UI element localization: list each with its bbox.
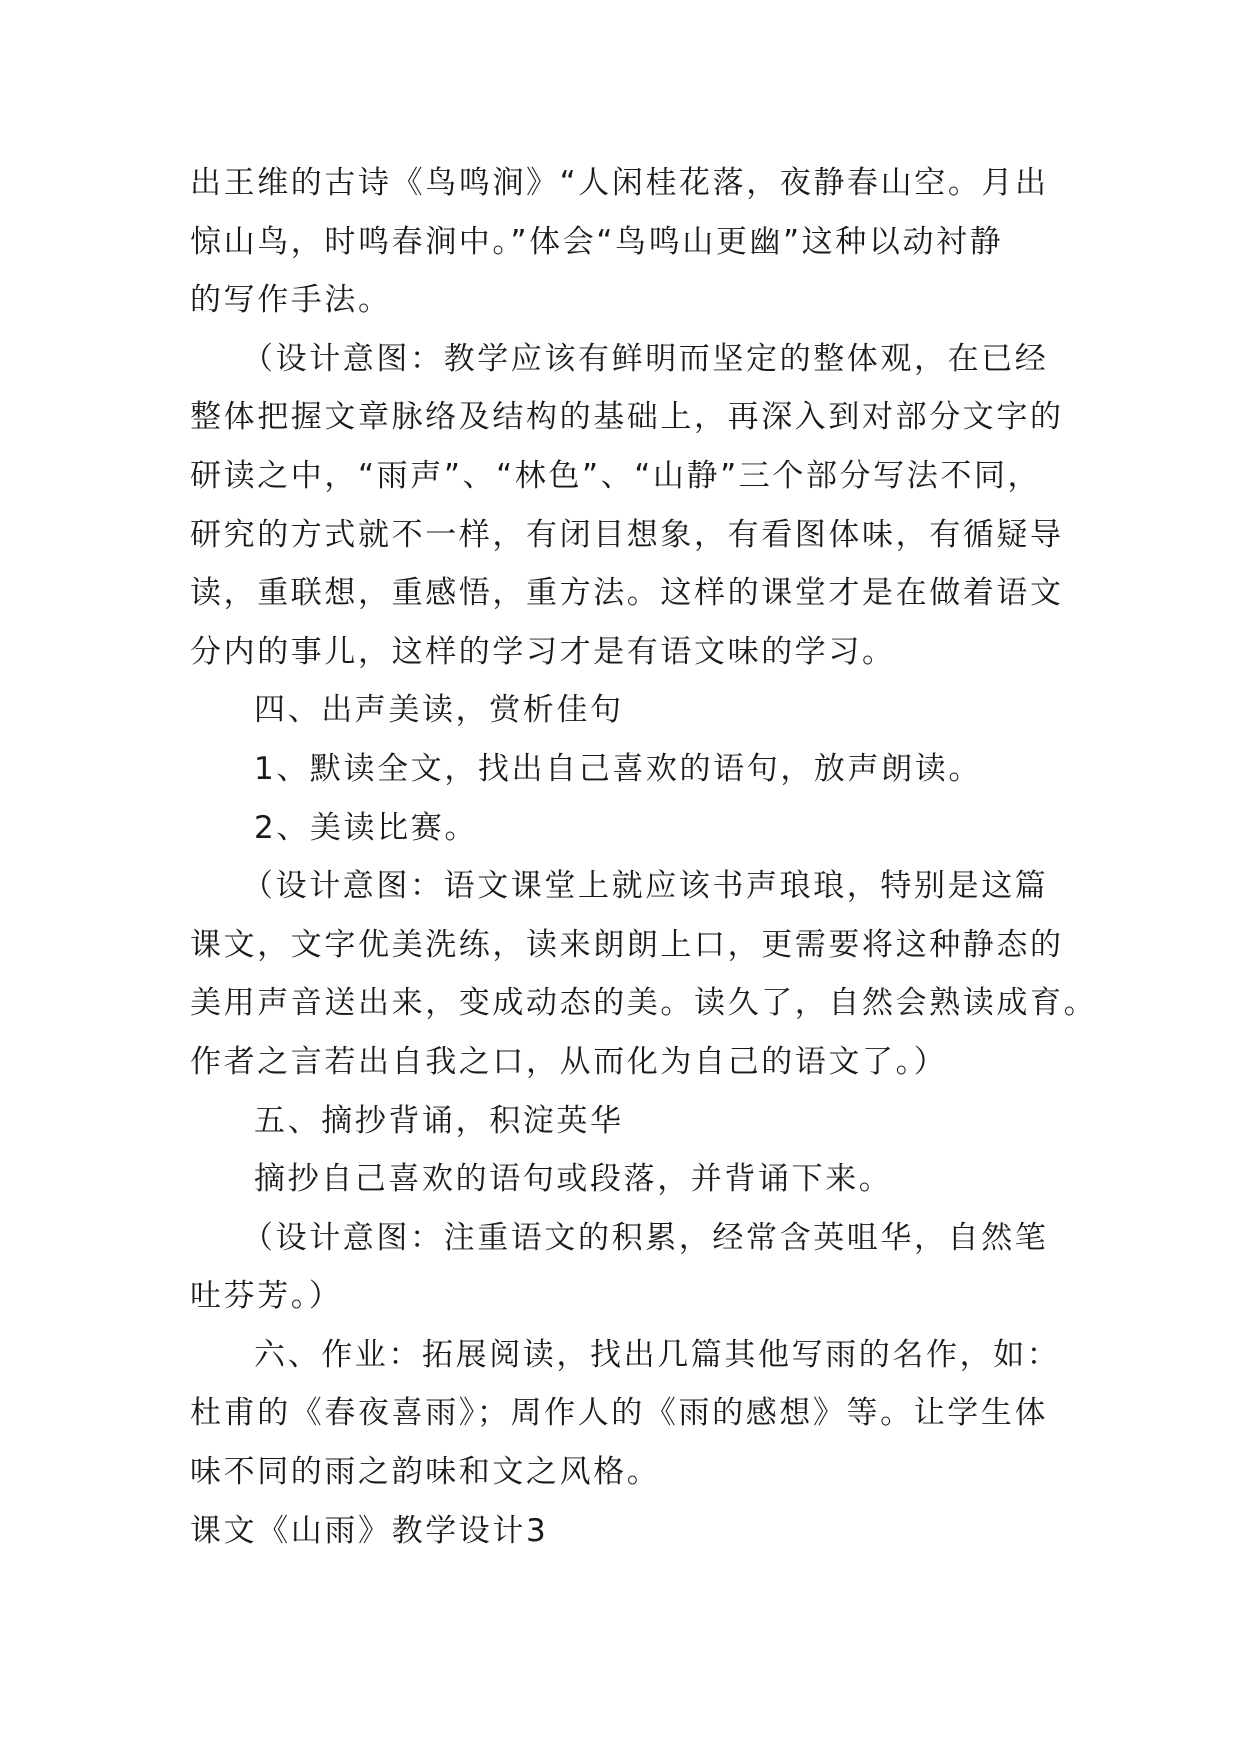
text-line: 分内的事儿，这样的学习才是有语文味的学习。 (190, 633, 896, 670)
text-line: 研究的方式就不一样，有闭目想象，有看图体味，有循疑导 (190, 516, 1064, 553)
text-line: 作者之言若出自我之口，从而化为自己的语文了。） (190, 1043, 948, 1080)
text-line: 杜甫的《春夜喜雨》；周作人的《雨的感想》等。让学生体 (190, 1395, 1049, 1432)
text-line: 美用声音送出来，变成动态的美。读久了，自然会熟读成育。 (190, 985, 1098, 1022)
text-line: 惊山鸟，时鸣春涧中。”体会“鸟鸣山更幽”这种以动衬静 (190, 223, 1004, 260)
design-intent-line: （设计意图：教学应该有鲜明而坚定的整体观，在已经 (242, 340, 1049, 377)
text-line: 摘抄自己喜欢的语句或段落，并背诵下来。 (254, 1161, 893, 1198)
design-intent-line: （设计意图：注重语文的积累，经常含英咀华，自然笔 (242, 1219, 1049, 1256)
list-item-two: 2、美读比赛。 (254, 809, 478, 846)
design-intent-line: （设计意图：语文课堂上就应该书声琅琅，特别是这篇 (242, 868, 1049, 905)
text-line: 读，重联想，重感悟，重方法。这样的课堂才是在做着语文 (190, 575, 1064, 612)
text-line: 味不同的雨之韵味和文之风格。 (190, 1454, 661, 1491)
text-line: 研读之中，“雨声”、“林色”、“山静”三个部分写法不同， (190, 457, 1042, 494)
text-line: 整体把握文章脉络及结构的基础上，再深入到对部分文字的 (190, 399, 1064, 436)
text-line: 课文，文字优美洗练，读来朗朗上口，更需要将这种静态的 (190, 926, 1064, 963)
document-title-3: 课文《山雨》教学设计3 (190, 1512, 549, 1549)
section-heading-five: 五、摘抄背诵，积淀英华 (254, 1102, 624, 1139)
section-heading-four: 四、出声美读，赏析佳句 (254, 692, 624, 729)
text-line: 吐芬芳。） (190, 1278, 343, 1315)
text-line: 的写作手法。 (190, 282, 392, 319)
list-item-one: 1、默读全文，找出自己喜欢的语句，放声朗读。 (254, 750, 982, 787)
document-body (190, 154, 1098, 1560)
section-heading-six: 六、作业：拓展阅读，找出几篇其他写雨的名作，如： (254, 1336, 1061, 1373)
text-line: 出王维的古诗《鸟鸣涧》“人闲桂花落，夜静春山空。月出 (190, 165, 1049, 201)
